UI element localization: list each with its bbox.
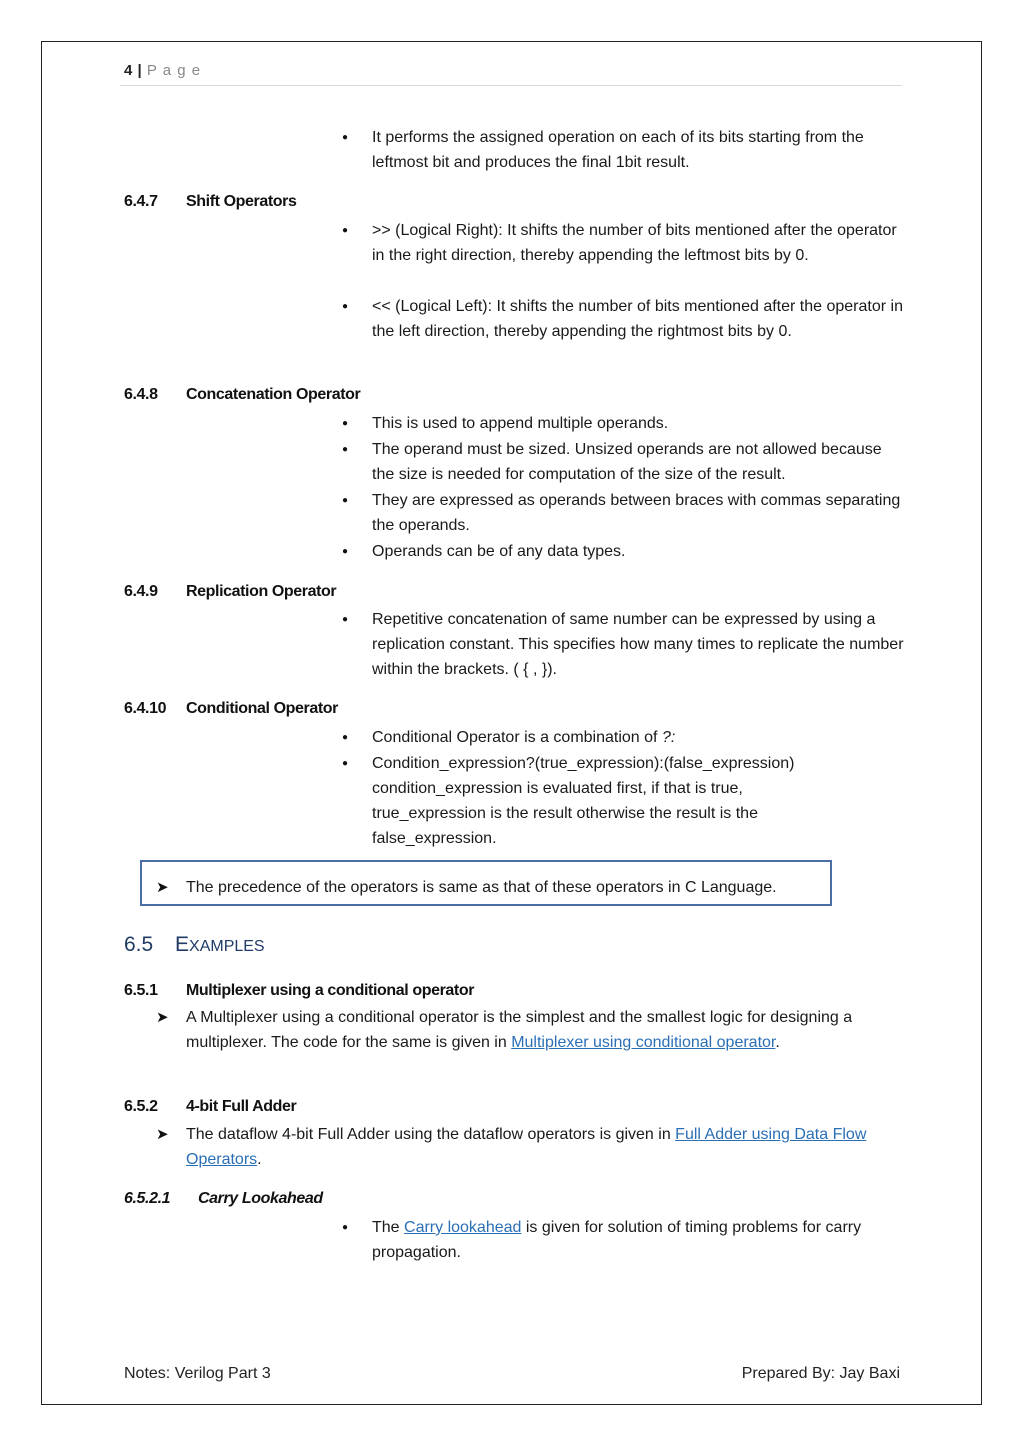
operator-symbol: ?:	[661, 729, 676, 746]
list-item: ● The Carry lookahead is given for solution of timing problems for carry propagation.	[372, 1215, 907, 1265]
multiplexer-link[interactable]: Multiplexer using conditional operator	[511, 1034, 776, 1051]
page-word: P a g e	[146, 62, 202, 79]
list-item: ● Operands can be of any data types.	[372, 539, 907, 564]
section-heading-6-5-1: 6.5.1 Multiplexer using a conditional operator	[124, 982, 475, 999]
section-heading-6-4-10: 6.4.10 Conditional Operator	[124, 700, 339, 717]
section-heading-6-5: 6.5 EXAMPLES	[124, 933, 265, 956]
carry-lookahead-link[interactable]: Carry lookahead	[404, 1219, 522, 1236]
list-item: ● This is used to append multiple operands.	[372, 411, 907, 436]
section-heading-6-4-9: 6.4.9 Replication Operator	[124, 583, 337, 600]
list-item: ● Repetitive concatenation of same number can be expressed by using a replication constant. This specifies how many times to replicate the number within the brackets. ( { , }).	[372, 607, 907, 682]
note-box-text: ➤ The precedence of the operators is same as that of these operators in C Language.	[186, 875, 906, 900]
list-item: ● They are expressed as operands between braces with commas separating the operands.	[372, 488, 907, 538]
page-number: 4	[124, 62, 133, 79]
list-item: ● << (Logical Left): It shifts the number of bits mentioned after the operator in the left direction, thereby appending the rightmost bits by 0.	[372, 294, 907, 344]
section-heading-6-5-2: 6.5.2 4-bit Full Adder	[124, 1098, 297, 1115]
footer-right: Prepared By: Jay Baxi	[741, 1365, 900, 1382]
section-heading-6-5-2-1: 6.5.2.1 Carry Lookahead	[124, 1190, 323, 1207]
list-item: ➤ A Multiplexer using a conditional operator is the simplest and the smallest logic for designing a multiplexer. The code for the same is given in Multiplexer using conditional operator.	[186, 1005, 886, 1055]
list-item: ● Conditional Operator is a combination of ?:	[372, 725, 907, 750]
header-divider	[120, 85, 902, 86]
list-item: ● It performs the assigned operation on each of its bits starting from the leftmost bit and produces the final 1bit result.	[372, 125, 907, 175]
section-heading-6-4-7: 6.4.7 Shift Operators	[124, 193, 297, 210]
list-item: ● Condition_expression?(true_expression):(false_expression) condition_expression is evaluated first, if that is true, true_expression is the result otherwise the result is the false_expression.	[372, 751, 842, 851]
header-separator: |	[137, 62, 142, 79]
full-adder-link[interactable]: Full Adder using Data Flow Operators	[186, 1126, 867, 1168]
arrow-bullet-icon: ➤	[156, 1126, 169, 1143]
list-item: ● >> (Logical Right): It shifts the number of bits mentioned after the operator in the right direction, thereby appending the leftmost bits by 0.	[372, 218, 907, 268]
page-header	[124, 62, 201, 79]
list-item: ● The operand must be sized. Unsized operands are not allowed because the size is needed for computation of the size of the result.	[372, 437, 907, 487]
arrow-bullet-icon: ➤	[156, 879, 169, 896]
footer-left: Notes: Verilog Part 3	[124, 1365, 271, 1382]
section-heading-6-4-8: 6.4.8 Concatenation Operator	[124, 386, 361, 403]
list-item: ➤ The dataflow 4-bit Full Adder using the dataflow operators is given in Full Adder using Data Flow Operators.	[186, 1122, 896, 1172]
arrow-bullet-icon: ➤	[156, 1009, 169, 1026]
